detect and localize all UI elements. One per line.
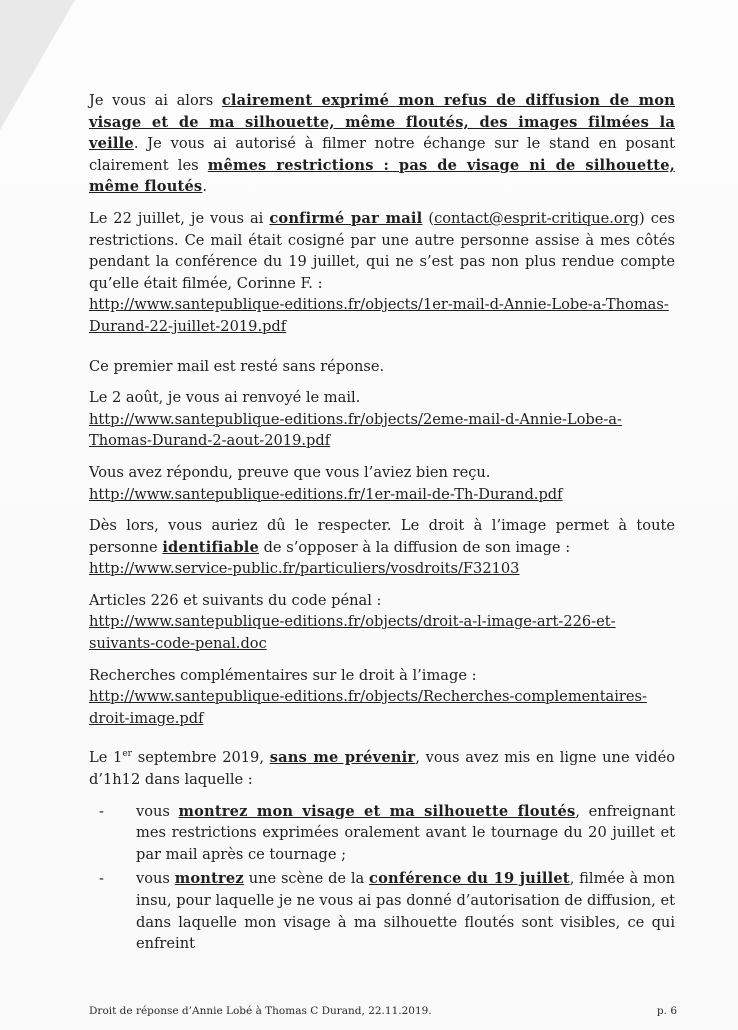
text-run: . Je vous ai autorisé à filmer notre échange sur le stand en posant clairement les [89, 135, 675, 174]
link-service-public[interactable]: http://www.service-public.fr/particuliers/vosdroits/F32103 [89, 560, 520, 578]
emphasis-visage-floutes: montrez mon visage et ma silhouette floutés [178, 802, 576, 820]
link-mail-durand[interactable]: http://www.santepublique-editions.fr/1er-mail-de-Th-Durand.pdf [89, 485, 563, 503]
document-body [89, 90, 675, 958]
text-run: vous [136, 802, 179, 820]
text-run: une scène de la [243, 870, 370, 888]
page-fold-shadow [0, 0, 75, 130]
text-run: ) ces restrictions. Ce mail était cosigné par une autre personne assise à mes côtés pendant la conférence du 19 juillet, qui ne s’est pas non plus rendue compte qu’elle était filmée, Corinne F. : [89, 209, 675, 292]
paragraph-refus [89, 90, 675, 198]
paragraph-2-aout [89, 387, 675, 452]
bullet-list [89, 801, 675, 955]
paragraph-22-juillet [89, 208, 675, 338]
text-run: , filmée à mon insu, pour laquelle je ne vous ai pas donné d’autorisation de diffusion, et dans laquelle mon visage à ma silhouette floutés sont visibles, ce qui enfreint [136, 870, 676, 953]
text-run: ( [422, 209, 435, 227]
paragraph-recherches [89, 665, 675, 730]
text-run: Articles 226 et suivants du code pénal : [89, 591, 382, 609]
text-run: Le 1 [89, 749, 123, 767]
text-run: , enfreignant mes restrictions exprimées oralement avant le tournage du 20 juillet et par mail après ce tournage ; [136, 802, 675, 863]
ordinal-superscript: er [122, 749, 132, 760]
paragraph-sans-reponse: Ce premier mail est resté sans réponse. [89, 357, 385, 375]
page-number: p. 6 [656, 1005, 677, 1017]
email-link[interactable]: contact@esprit-critique.org [434, 209, 640, 227]
text-run: , vous avez mis en ligne une vidéo d’1h12 dans laquelle : [89, 749, 675, 789]
text-run: . [202, 178, 207, 196]
link-code-penal[interactable]: http://www.santepublique-editions.fr/objects/droit-a-l-image-art-226-et-suivants-code-penal.doc [89, 613, 616, 653]
link-2eme-mail[interactable]: http://www.santepublique-editions.fr/objects/2eme-mail-d-Annie-Lobe-a-Thomas-Durand-2-aout-2019.pdf [89, 410, 622, 450]
link-recherches[interactable]: http://www.santepublique-editions.fr/objects/Recherches-complementaires-droit-image.pdf [89, 688, 647, 727]
emphasis-montrez: montrez [174, 870, 244, 888]
text-run: Je vous ai alors [89, 92, 222, 109]
paragraph-1er-septembre [89, 747, 675, 790]
emphasis-confirme: confirmé par mail [269, 209, 423, 227]
paragraph-repondu [89, 462, 675, 505]
bullet-dash: - [99, 802, 104, 820]
bullet-dash: - [99, 870, 104, 888]
emphasis-conference: conférence du 19 juillet [369, 870, 570, 888]
text-run: septembre 2019, [131, 749, 270, 767]
text-run: Recherches complémentaires sur le droit à l’image : [89, 666, 477, 684]
text-run: Dès lors, vous auriez dû le respecter. Le droit à l’image permet à toute personne [89, 517, 675, 556]
list-item [89, 868, 675, 954]
paragraph-droit-image [89, 515, 675, 580]
emphasis-restrictions: mêmes restrictions : pas de visage ni de silhouette, même floutés [89, 156, 675, 196]
emphasis-refus: clairement exprimé mon refus de diffusion de mon visage et de ma silhouette, même floutés, des images filmées la veille [89, 92, 675, 153]
link-1er-mail[interactable]: http://www.santepublique-editions.fr/objects/1er-mail-d-Annie-Lobe-a-Thomas-Durand-22-juillet-2019.pdf [89, 296, 669, 335]
text-run: vous [136, 870, 175, 888]
text-run: Le 22 juillet, je vous ai [89, 209, 270, 227]
text-run: Vous avez répondu, preuve que vous l’aviez bien reçu. [89, 463, 491, 481]
emphasis-sans-prevenir: sans me prévenir [269, 749, 416, 767]
footer-citation: Droit de réponse d’Annie Lobé à Thomas C Durand, 22.11.2019. [89, 1005, 432, 1017]
text-run: Le 2 août, je vous ai renvoyé le mail. [89, 389, 361, 407]
text-run: de s’opposer à la diffusion de son image : [258, 538, 571, 556]
emphasis-identifiable: identifiable [162, 538, 259, 556]
paragraph-articles [89, 590, 675, 655]
list-item [89, 801, 675, 866]
page-footer [89, 1005, 677, 1017]
